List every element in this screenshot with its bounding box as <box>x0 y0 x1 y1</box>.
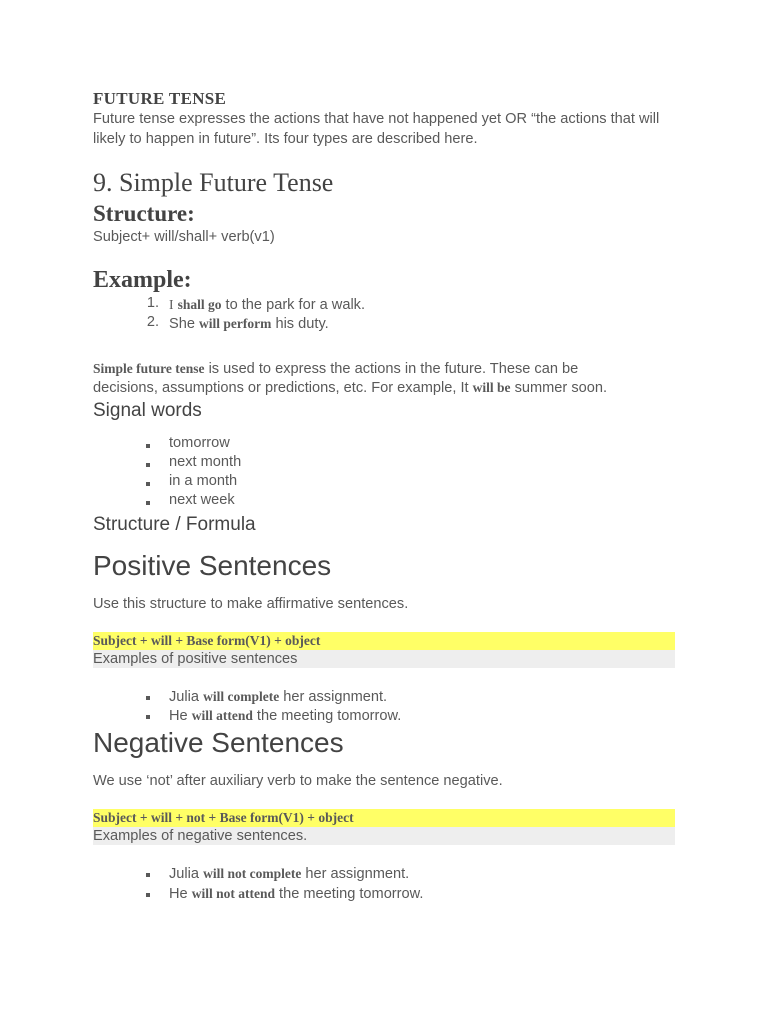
example-rest: the meeting tomorrow. <box>279 886 424 902</box>
bullet-icon <box>145 460 153 468</box>
list-item <box>169 864 409 883</box>
description-term: Simple future tense <box>93 361 205 376</box>
example-subject: He <box>169 886 188 902</box>
list-item <box>169 314 329 333</box>
example-subject: Julia <box>169 866 200 882</box>
structure-heading: Structure: <box>93 201 195 226</box>
description-line-1 <box>93 359 675 380</box>
example-rest: her assignment. <box>305 866 410 882</box>
list-item <box>169 687 387 706</box>
list-item <box>169 884 423 903</box>
list-item: in a month <box>169 473 238 489</box>
description-text: summer soon. <box>514 380 608 396</box>
example-verb: will perform <box>199 316 272 331</box>
bullet-icon <box>145 890 153 898</box>
example-rest: the meeting tomorrow. <box>256 708 402 724</box>
example-verb: will not complete <box>203 866 302 881</box>
list-item: next month <box>169 454 242 470</box>
list-item <box>169 706 401 725</box>
positive-examples-label: Examples of positive sentences <box>93 650 675 668</box>
bullet-icon <box>145 479 153 487</box>
list-item: next week <box>169 492 235 508</box>
example-verb: will not attend <box>191 886 275 901</box>
negative-intro: We use ‘not’ after auxiliary verb to make the sentence negative. <box>93 773 503 789</box>
document-title: FUTURE TENSE <box>93 89 227 108</box>
list-item: tomorrow <box>169 435 230 451</box>
description-verb: will be <box>472 380 511 395</box>
list-number: 2. <box>146 314 159 330</box>
positive-intro: Use this structure to make affirmative sentences. <box>93 596 409 612</box>
example-heading: Example: <box>93 267 192 293</box>
bullet-icon <box>145 498 153 506</box>
example-verb: shall go <box>177 297 222 312</box>
example-subject: Julia <box>169 689 200 705</box>
formula-heading: Structure / Formula <box>93 514 256 535</box>
structure-text: Subject+ will/shall+ verb(v1) <box>93 229 275 245</box>
positive-formula: Subject + will + Base form(V1) + object <box>93 632 675 650</box>
positive-heading: Positive Sentences <box>93 550 332 581</box>
description-line-2 <box>93 378 675 399</box>
example-verb: will attend <box>191 708 253 723</box>
signal-words-heading: Signal words <box>93 400 202 421</box>
example-rest: her assignment. <box>283 689 388 705</box>
negative-examples-label: Examples of negative sentences. <box>93 827 675 845</box>
description-text: is used to express the actions in the future. These can be <box>208 361 579 377</box>
example-subject: He <box>169 708 188 724</box>
example-subject: I <box>169 297 174 312</box>
negative-formula: Subject + will + not + Base form(V1) + object <box>93 809 675 827</box>
example-rest: his duty. <box>275 316 329 332</box>
list-item <box>169 295 365 314</box>
intro-paragraph: Future tense expresses the actions that have not happened yet OR “the actions that will likely to happen in future”. Its four types are described here. <box>93 111 660 147</box>
section-heading: 9. Simple Future Tense <box>93 168 334 197</box>
example-verb: will complete <box>203 689 280 704</box>
list-number: 1. <box>146 295 159 311</box>
description-text: decisions, assumptions or predictions, etc. For example, It <box>93 380 469 396</box>
bullet-icon <box>145 441 153 449</box>
negative-heading: Negative Sentences <box>93 727 344 758</box>
bullet-icon <box>145 870 153 878</box>
bullet-icon <box>145 693 153 701</box>
example-rest: to the park for a walk. <box>225 297 366 313</box>
bullet-icon <box>145 712 153 720</box>
example-subject: She <box>169 316 195 332</box>
